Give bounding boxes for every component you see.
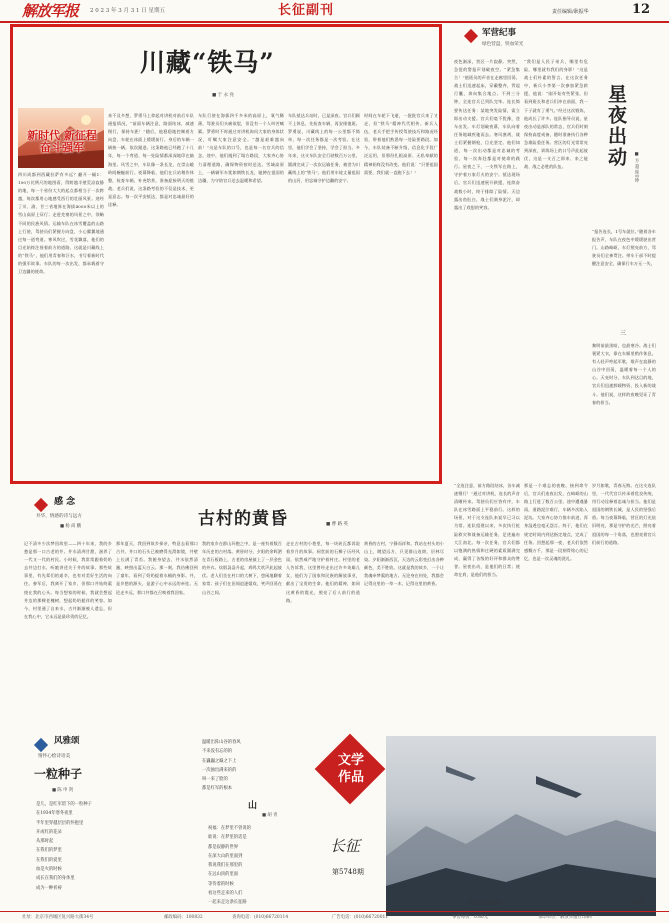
xingye-column-3: 岁月如歌，青春无悔。在这支连队里，一代代官兵传承着优良传统，用行动诠释着忠诚与担当。他们是祖国的钢铁长城，是人民的坚强后盾。每当夜幕降临，营区的灯光依旧明亮，那是守护的光芒，照亮着祖国的每一个角落，也照亮着官兵们前行的道路。 [592,483,656,545]
shan-title: 山 [248,801,258,811]
issue-date: 2 0 2 3 年 3 月 3 1 日 星期五 [90,8,165,14]
xingye-column-2: 黎明前最黑暗，也最寒冷。战士们裹紧大衣，靠在车厢里稍作休息。有人轻声哼起军歌，歌声在寂静的山谷中回荡，温暖着每一个人的心。天亮时分，车队到达目的地，官兵们迅速卸载物资，投入新的战斗。他们说，这样的夜晚见证了青春的担当。 [592,343,656,405]
junying-column-2: “我们是人民子弟兵，哪里有危险，哪里就有我们的身影！”这是战士们朴素的誓言。在这次任务中，新兵小李第一次参加紧急救援，他说：“刚开始有些紧张，但看到班长和老兵们冲在前面，我一下子就有了勇气。”经过这次锻炼，他成长了许多。连队指导员说，星夜出动是部队的常态，官兵们时刻保持高度戒备，随时准备执行各种急难险重任务。营区的灯光常常亮到深夜，训练场上的口号声此起彼伏，这是一支召之即来、来之能战、战之必胜的队伍。 [524,59,588,170]
ganwu-label: 感 念 [54,497,76,507]
wenxue-signature: 长征 [330,837,361,855]
junying-subtitle: 绿色营盘，铁血荣光 [482,42,524,47]
page-number: 12 [632,2,651,17]
shan-line: 温暖出阵山谷的春风 [202,740,241,745]
feature-column-2: 来不及多想，罗勇马上拿起对讲机对前后车队通报情况，“前面车辆注意，路面结冰，减速慢行，保持车距！”随后，他稳稳地控制着方向盘，车轮在冰面上缓缓前行。身后的车辆一辆接一辆，依次跟进。这条路他已经跑了十几年，每一个弯道、每一处险情都深深地印在脑海里。风雪之中，车队像一条长龙，在崇山峻岭间蜿蜒前行。夜幕降临，他们在兵站稍作休整，检查车辆，补充给养，准备迎接明天的挑战。老兵们说，这条路考验的不仅是技术，更是意志。每一次平安抵达，都是对忠诚最好的诠释。 [108,113,194,208]
guchun-title: 古村的黄昏 [198,509,288,529]
ganwu-author: ■ 杨 尚 鹏 [60,524,82,529]
footer-address: 社址：北京市西城区复兴路大街34号 [22,915,94,920]
ganwu-column-2: 那年夏天，我回到故乡探亲，特意去看那口古井。井口的石头已被磨得光滑如镜，井壁上长满了青苔。我俯身望去，井水依然清澈，映照出蓝天白云。那一刻，我仿佛回到了童年，看到了奶奶提着水桶的身影。井，是乡愁的源头，是游子心中永远的牵挂。无论走多远，那口井都在召唤着我回家。 [116,541,198,595]
shan-line: 都是寂静的世界 [208,844,239,850]
footer-postcode: 邮政编码：100832 [164,915,203,920]
xingye-column-1: “报告连长，1号车就位。”随着各车报告声，车队在夜色中缓缓驶出营门。山路崎岖，车灯照亮前方，驾驶员们全神贯注。带车干部不时提醒注意安全，确保行车万无一失。 [592,229,656,267]
poem-line: 在我们的爱里 [36,857,62,863]
xingye-author: ■ 方 超 崔中坤 [634,152,639,183]
junying-column-1: 夜色渐深，营区一片寂静。突然，急促的警报声划破夜空。“紧急集合！”值班员的声音在走廊里回荡。战士们迅速起床，穿戴整齐，背起行囊，奔向集合地点。不到三分钟，全连官兵已列队完毕。连长简要传达任务：某地突发险情，需立即出动支援。官兵们毫不犹豫，登车出发。车灯划破夜幕，车队向着任务地域疾驰而去。寒风凛冽，战士们紧握钢枪，目光坚定。他们知道，每一次出动都是对忠诚的考验，每一次奔赴都是对使命的践行。星夜之下，一支铁军在路上，守护着万家灯火的安宁。抵达现场后，官兵们迅速展开救援，连续奋战数小时，终于排除了险情。天边露出鱼肚白，战士们满身泥泞，却露出了欣慰的笑容。 [454,59,520,210]
shan-line: 我说我们在那里的 [208,863,243,869]
section-marker: 三 [620,330,627,337]
ganwu-section [14,496,118,532]
shan-line: 不来没有忘的的 [202,749,233,755]
poem-line: 从那时起 [36,839,54,845]
title-part: 川藏 [140,48,193,77]
poem-author: ■ 陈 申 剑 [52,788,74,793]
junying-label: 军营纪事 [482,28,517,38]
feature-column-3: 车队行驶在海拔四千多米的高原上，氧气稀薄，驾驶员们头痛欲裂，但没有一个人叫苦喊累。罗勇时不时通过对讲机询问大家的身体状况，叮嘱大家注意安全。“越是艰难越向前！”这是车队的口号，也是每一名官兵的信念。途中，他们遇到了塌方路段，大家齐心协力清理道路，确保物资按时送达。雪域高原上，一辆辆军车犹如钢铁长龙，驰骋在祖国的边疆，为守防官兵送去温暖和希望。 [198,113,284,183]
shan-line: 都是红军的根本 [202,786,233,792]
poem-line: 成为一种祈祷 [36,885,62,891]
xingye-title: 星夜出动 [605,84,627,168]
poem-line: 成长在我们的身体里 [36,876,75,882]
poem-line: 血是火的时候 [36,867,62,873]
issue-number: 第5748期 [332,868,364,876]
poem-lines [36,800,126,900]
shan-line: 等待着的时候 [208,881,234,887]
shan-line: 叫一来了脸的 [202,777,228,783]
poem-line: 在1934年寒冬夜里 [36,811,73,817]
poem-line: 是儿，是红军留下的一粒种子 [36,802,92,807]
guchun-column-1: 我的家乡在群山环抱之中，是一座有着数百年历史的古村落。黄昏时分，夕阳的余晖洒在青石板路上，古老的房屋披上了一层金色的外衣。炊烟袅袅升起，鸡鸣犬吠声此起彼伏。老人们坐在村口的大树下，悠闲地聊着家常；孩子们在田间追逐嬉戏，笑声回荡在山谷之间。 [202,541,282,595]
ganwu-subtitle: 井华，情感的诗与远方 [36,514,82,519]
shan-poem-bottom [208,824,316,916]
shan-line: 在巍巍之巅之下上 [202,758,237,764]
header-rule [0,21,669,23]
painting-credit: 壮志凌云(油画) [468,900,502,906]
poem-line: 半年里穿越层层的怀抱里 [36,820,84,826]
masthead [0,0,669,22]
poem-title: 一粒种子 [34,767,83,781]
junying-column-3: “全连注意，前方路段结冰，各车减速慢行！”通过对讲机，连长的声音清晰传来。驾驶员们应答有序，车队在冰雪路面上平稳前行。这样的场景，对于这支连队来说早已习以为常。连队组建以来，多次执行抢险救灾和战备运输任务，足迹遍布大江南北。每一次任务，官兵们都以饱满的热情和过硬的素质圆满完成，赢得了各级的好评和群众的赞誉。星夜出动，是他们的日常；使命在肩，是他们的担当。 [454,483,520,578]
wenxue-title: 文学作品 [337,753,364,785]
footer-price: 零售每份：0.80元 [452,915,489,920]
shan-poem-top [202,738,312,798]
painting-scene [386,736,656,916]
column-title: 长征副刊 [278,3,335,18]
fengwu-label: 风雅颂 [54,736,80,746]
painting-author: 周 军 [632,900,644,906]
fengwu-subtitle: 情怀心绘诗语美 [38,754,71,759]
title-quoted: “铁马” [192,48,275,77]
poem-line: 开成红的花朵 [36,829,62,835]
footer-rule [0,911,669,912]
fengwu-badge [34,738,48,752]
shan-line: 谁说：在梦里的话是 [208,835,247,841]
feature-title [140,46,275,80]
ganwu-badge [34,498,48,512]
footer-bar [0,913,669,923]
feature-image-caption: 新时代 新征程 奋斗强军 [27,129,97,154]
junying-badge [464,29,478,43]
footer-phone-1: 查询电话：(010)66720114 [232,915,289,920]
shan-line: 在远山顶的里面 [208,872,239,878]
shan-line: 在深大山的里面到 [208,853,243,859]
shan-line: 一起来走这条长征路 [208,900,247,906]
feature-column-5: 时间在车轮下飞逝，一批批官兵来了又走，但“铁马”精神代代相传。新兵入伍，老兵手把手传授驾驶技巧和路况经验，带着他们熟悉每一处险要路段。如今，车队装备不断升级，信息化手段广泛运用，但那份扎根高原、无私奉献的精神始终没有改变。他们说：“只要祖国需要，我们就一直跑下去！” [364,113,438,175]
feature-column-4: 车队抵达兵站时，已是深夜。官兵们顾不上休息，先检查车辆，再安排值班。罗勇说，川藏线上的每一公里都不简单，每一次任务都是一次考验。在这里，他们学会了坚持，学会了担当。多年来，这支车队安全行驶数百万公里，圆满完成了一次次运输任务，被誉为川藏线上的“铁马”。他们用车轮丈量祖国的山河，用忠诚守护边疆的安宁。 [288,113,360,183]
junying-column-4: 那是一个难忘的夜晚。接到命令后，官兵们连夜出发，在崎岖的山路上行进了数百公里。途中遭遇暴雨，道路泥泞难行，车辆多次陷入泥坑。大家齐心协力推车前进，浑身湿透也毫无怨言。终于，他们在规定时间内到达指定地点，完成了任务。回想起那一夜，老兵们依然感慨万千，那是一段刻骨铭心的记忆，也是一次灵魂的洗礼。 [524,483,588,561]
junying-section [452,27,660,57]
newspaper-logo: 解放军报 [22,2,79,20]
feature-column-1: 四川成都到西藏拉萨有多远？翻开一幅1：100万比例尺的地图看，得跨越半壁荒凉寂静的地，每一个省份大大的起点都相当于一次跨越，每次都用心地感受西行的壮丽风景。途经了川、渝、甘三省地界在海拔4000米以上的雪山高原上穿行；走进羌寨的风景之中，领略不同的民族风情。运输车队在冰雪覆盖的山路上行驶，驾驶员们紧握方向盘，小心翼翼地通过每一道弯道。寒风吹过，雪花飘落，他们的目光始终注视着前方的道路。这就是川藏线上的“铁马”，他们用青春和汗水，书写着新时代的强军故事。车队的每一次出发，都承载着守卫边疆的使命。 [18,172,104,275]
feature-image [18,108,104,168]
guchun-column-2: 走在古村的小巷里，每一块砖瓦都诉说着岁月的故事。祠堂前的石狮子历经风雨，依然威严地守护着村庄。村里的老人告诉我，这里曾经走出过许多英雄儿女，他们为了国家和民族的解放事业，献出了宝贵的生命。他们的精神，如同这黄昏的霞光，照亮了后人前行的道路。 [286,541,360,603]
feature-author: ■ 于 永 亮 [212,93,235,98]
shan-line: 祝福：在梦里不曾说的 [208,826,251,831]
oil-painting [386,736,656,916]
footer-printer: 承印单位：解放军报社印刷厂 [538,915,596,920]
editor-credit: 责任编辑/耿振华 [552,9,589,15]
guchun-column-3: 黄昏的古村，宁静而祥和。我站在村头的小山上，眺望远方，只见群山连绵，层林尽染。夕阳渐渐西沉，天边的云彩变幻出各种颜色，美不胜收。这就是我的故乡，一个让我魂牵梦萦的地方。无论身在何处，我都会记得这里的一草一木，记得这里的黄昏。 [364,541,444,587]
shan-author: ■ 胡 青 [262,813,278,818]
shan-line: 看这些走来的人们 [208,891,243,897]
poem-line: 在我们的梦里 [36,848,62,854]
shan-line: 一次抽出满来的的 [202,767,237,773]
guchun-author: ■ 曹 路 英 [326,522,349,527]
footer-phone-2: 广告电话：(010)66720011 [332,915,389,920]
ganwu-column-1: 记不清多少次梦回故里——四十年来，我的乡愁是那一口古老的井。井水清冽甘甜，滋养了一代又一代的村民。小时候，我常常跟着奶奶去井边打水，听她讲述关于井的故事。那些故事里，有先辈们的艰辛，也有对美好生活的向往。参军后，我离开了家乡，但那口井始终萦绕在我的心头。每当想家的时候，我就会想起井边的那棵老槐树，想起奶奶慈祥的笑容。如今，村里通了自来水，古井渐渐被人遗忘，但在我心中，它永远是最珍贵的记忆。 [24,541,112,619]
